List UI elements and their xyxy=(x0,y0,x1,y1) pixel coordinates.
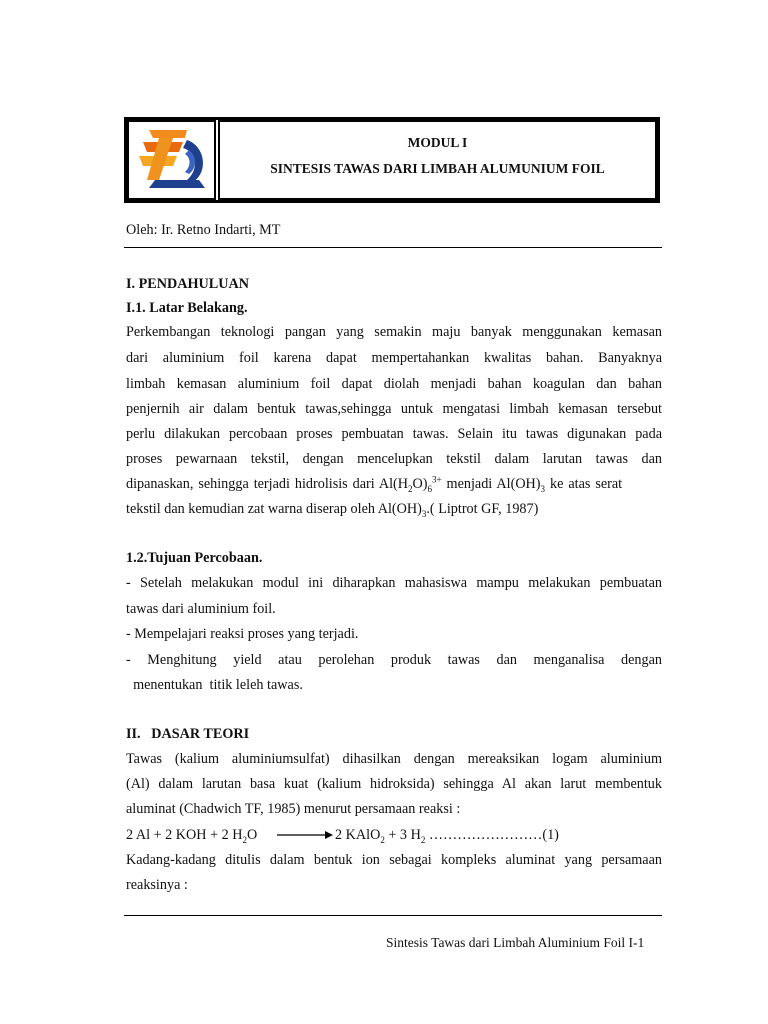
logo-cell xyxy=(127,120,216,200)
footer-divider xyxy=(124,915,662,916)
section-heading-pendahuluan: I. PENDAHULUAN xyxy=(126,276,249,292)
paragraph-line: proses pewarnaan tekstil, dengan mencelupkan tekstil dalam larutan tawas dan xyxy=(126,451,662,467)
section-heading-dasar-teori: II. DASAR TEORI xyxy=(126,726,250,742)
page-footer: Sintesis Tawas dari Limbah Aluminium Foil I-1 xyxy=(386,935,645,950)
module-label: MODUL I xyxy=(407,135,468,150)
paragraph-line-formula: dipanaskan, sehingga terjadi hidrolisis dari $Al(H_2O)_6^{3+}$ menjadi $Al(OH)_3$ ke atas serat xyxy=(126,474,623,494)
theory-line: reaksinya : xyxy=(126,877,188,893)
author-line: Oleh: Ir. Retno Indarti, MT xyxy=(126,222,281,238)
theory-line: aluminat (Chadwich TF, 1985) menurut persamaan reaksi : xyxy=(126,801,461,817)
reaction-arrow-icon xyxy=(277,829,333,841)
institution-logo-icon xyxy=(129,122,214,198)
subheading-tujuan-percobaan: 1.2.Tujuan Percobaan. xyxy=(126,550,263,566)
reaction-equation-rhs: 2 KAlO$_2$ + 3 $H_2$ ……………………(1) xyxy=(335,827,559,845)
paragraph-line: penjernih air dalam bentuk tawas,sehingga untuk mengatasi limbah kemasan tersebut xyxy=(126,401,662,417)
objective-line: - Setelah melakukan modul ini diharapkan mahasiswa mampu melakukan pembuatan xyxy=(126,575,662,591)
objective-line: - Menghitung yield atau perolehan produk tawas dan menganalisa dengan xyxy=(126,652,662,668)
theory-line: (Al) dalam larutan basa kuat (kalium hidroksida) sehingga Al akan larut membentuk xyxy=(126,776,662,792)
author-divider xyxy=(124,247,662,248)
paragraph-line: perlu dilakukan percobaan proses pembuatan tawas. Selain itu tawas digunakan pada xyxy=(126,426,662,442)
objective-line: menentukan titik leleh tawas. xyxy=(126,677,303,693)
paragraph-line: dari aluminium foil karena dapat mempertahankan kwalitas bahan. Banyaknya xyxy=(126,350,662,366)
theory-line: Kadang-kadang ditulis dalam bentuk ion sebagai kompleks aluminat yang persamaan xyxy=(126,852,662,868)
module-title: SINTESIS TAWAS DARI LIMBAH ALUMUNIUM FOIL xyxy=(270,161,605,176)
reaction-equation-lhs: 2 Al + 2 KOH + 2 $H_2O$ xyxy=(126,827,258,845)
subheading-latar-belakang: I.1. Latar Belakang. xyxy=(126,300,248,316)
objective-line: - Mempelajari reaksi proses yang terjadi. xyxy=(126,626,359,642)
paragraph-line: limbah kemasan aluminium foil dapat diolah menjadi bahan koagulan dan bahan xyxy=(126,376,662,392)
paragraph-line: Perkembangan teknologi pangan yang semakin maju banyak menggunakan kemasan xyxy=(126,324,662,340)
paragraph-line-citation: tekstil dan kemudian zat warna diserap oleh $Al(OH)_3$.( Liptrot GF, 1987) xyxy=(126,501,539,519)
theory-line: Tawas (kalium aluminiumsulfat) dihasilkan dengan mereaksikan logam aluminium xyxy=(126,751,662,767)
module-title-cell xyxy=(218,120,657,200)
objective-line: tawas dari aluminium foil. xyxy=(126,601,276,617)
